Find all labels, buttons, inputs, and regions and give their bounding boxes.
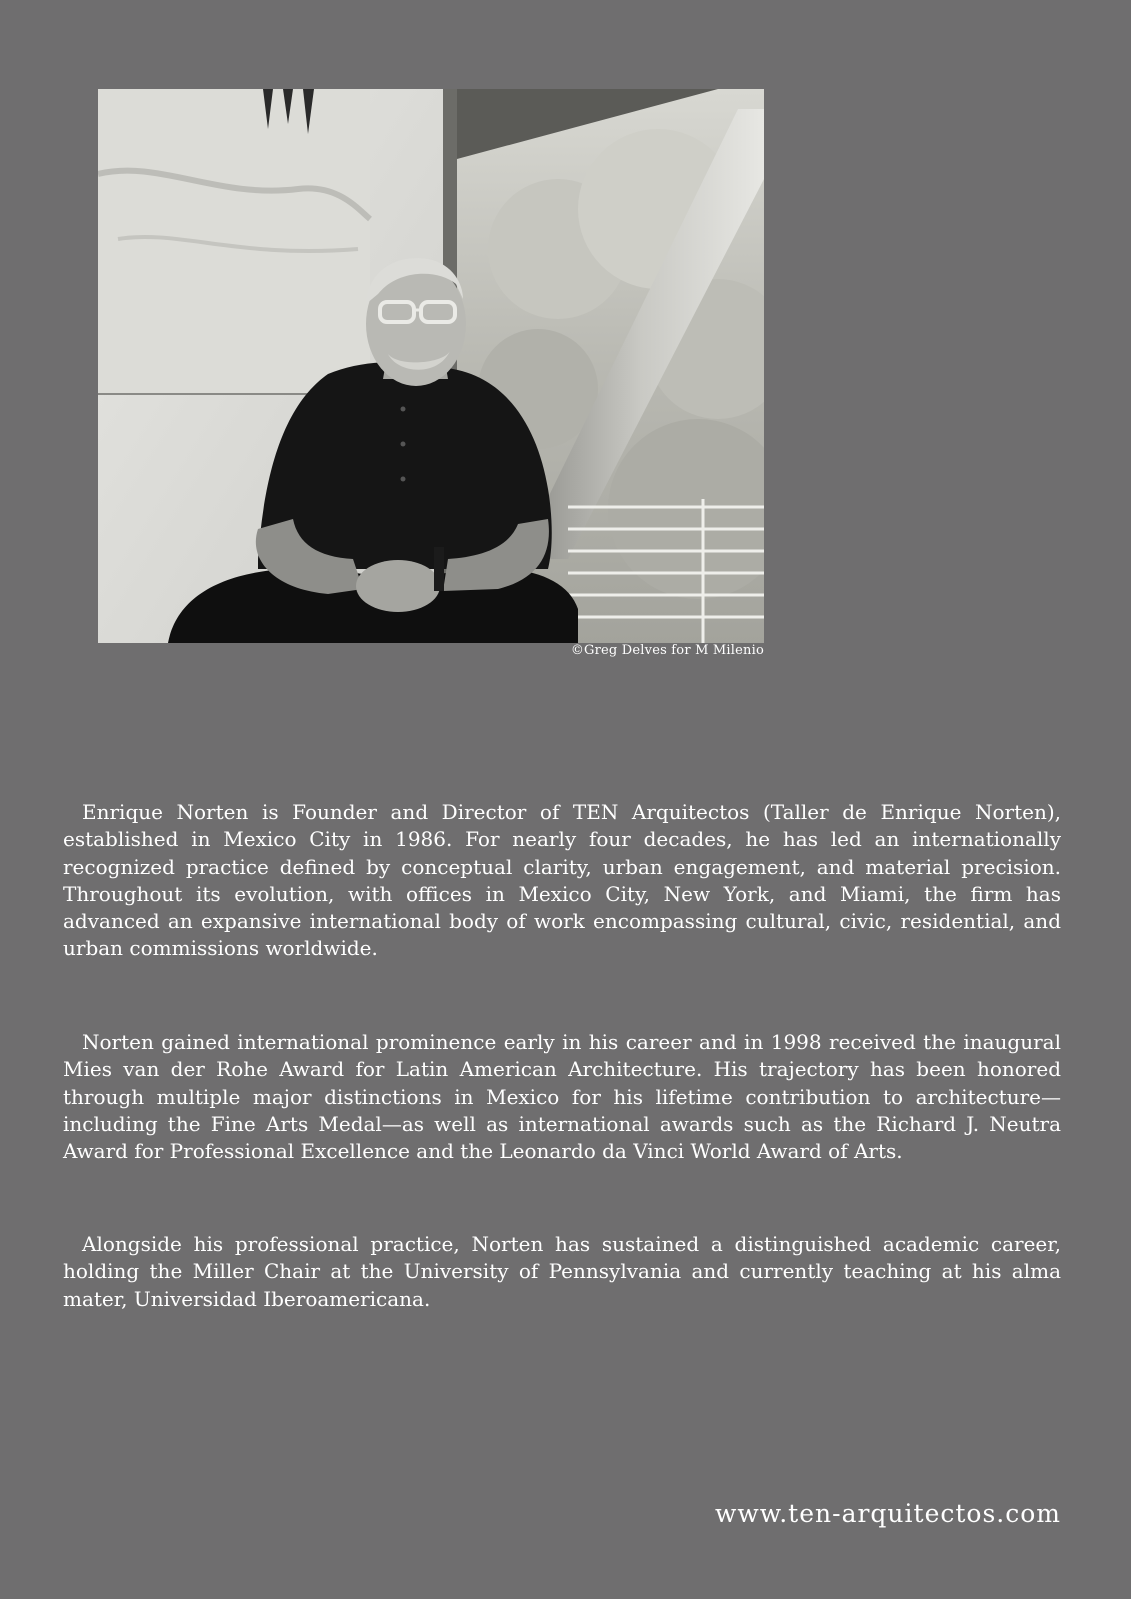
photo-credit: ©Greg Delves for M Milenio: [570, 643, 764, 658]
bio-paragraph-1: Enrique Norten is Founder and Director of TEN Arquitectos (Taller de Enrique Norten), established in Mexico City in 1986. For nearly four decades, he has led an internationally recognized practice defined by conceptual clarity, urban engagement, and material precision. Throughout its evolution, with offices in Mexico City, New York, and Miami, the firm has advanced an expansive international body of work encompassing cultural, civic, residential, and urban commissions worldwide.: [63, 800, 1061, 961]
bio-paragraph-3: Alongside his professional practice, Norten has sustained a distinguished academic career, holding the Miller Chair at the University of Pennsylvania and currently teaching at his alma mater, Universidad Iberoamericana.: [63, 1232, 1061, 1311]
website-link[interactable]: www.ten-arquitectos.com: [715, 1499, 1061, 1528]
portrait-photo: [98, 89, 764, 643]
bio-paragraph-2: Norten gained international prominence early in his career and in 1998 received the inaugural Mies van der Rohe Award for Latin American Architecture. His trajectory has been honored through multiple major distinctions in Mexico for his lifetime contribution to architecture—including the Fine Arts Medal—as well as international awards such as the Richard J. Neutra Award for Professional Excellence and the Leonardo da Vinci World Award of Arts.: [63, 1030, 1061, 1164]
